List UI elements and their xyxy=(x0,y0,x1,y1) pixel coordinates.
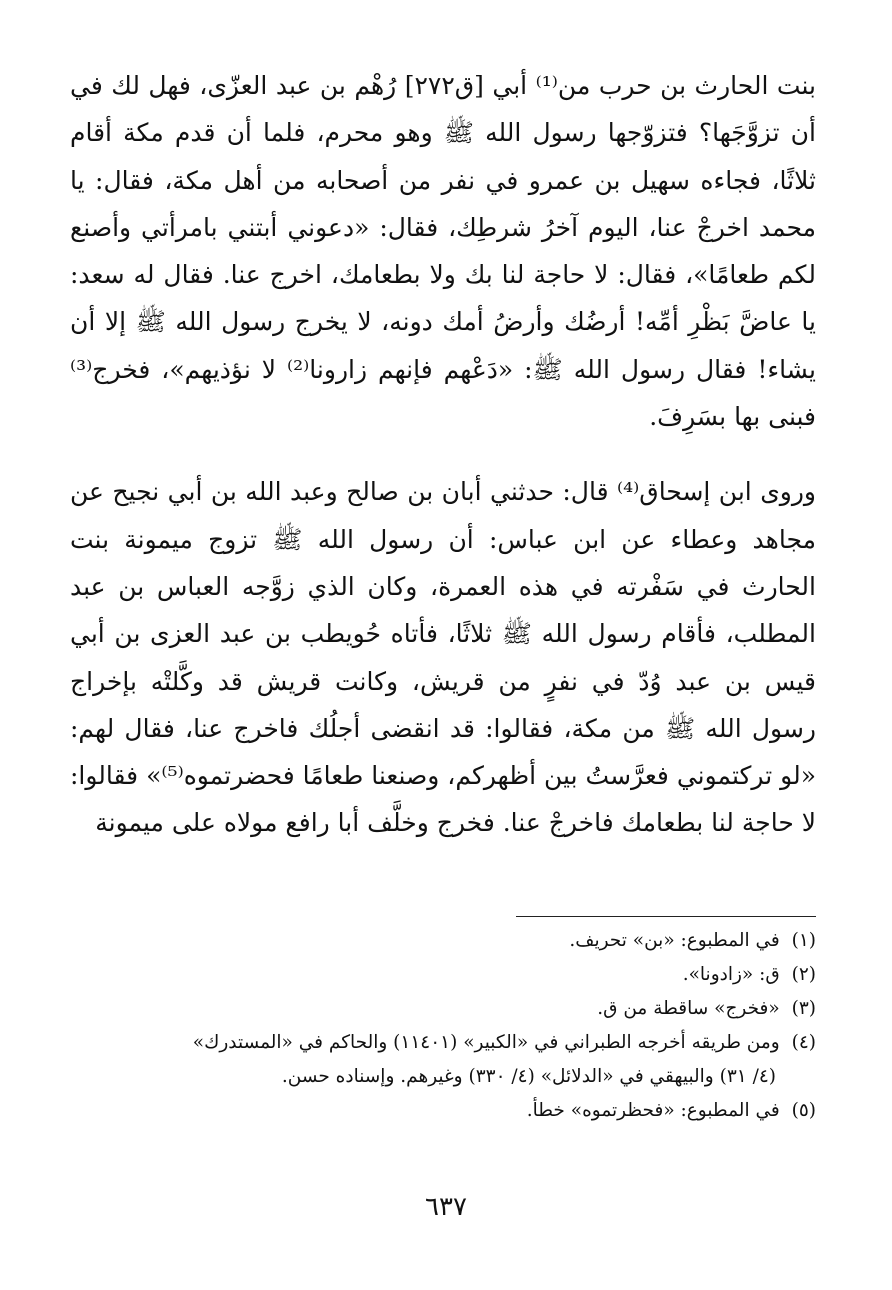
footnote-2 xyxy=(70,958,816,992)
footnote-4-continuation: (٤/ ٣١) والبيهقي في «الدلائل» (٤/ ٣٣٠) وغيرهم. وإسناده حسن. xyxy=(281,1066,776,1087)
page-number: ٦٣٧ xyxy=(425,1192,467,1222)
footnote-number: (٥) xyxy=(791,1100,816,1121)
paragraph-spacer xyxy=(70,440,816,468)
footnote-separator xyxy=(516,916,816,917)
footnote-number: (٣) xyxy=(791,998,816,1019)
footnote-text: في المطبوع: «بن» تحريف. xyxy=(569,930,780,951)
footnote-1 xyxy=(70,924,816,958)
footnote-text: «فخرج» ساقطة من ق. xyxy=(597,998,780,1019)
paragraph-2: وروى ابن إسحاق⁽⁴⁾ قال: حدثني أبان بن صالح وعبد الله بن أبي نجيح عن مجاهد وعطاء عن ابن عباس: أن رسول الله ﷺ تزوج ميمونة بنت الحارث في سَفْرته في هذه العمرة، وكان الذي زوَّجه العباس بن عبد المطلب، فأقام رسول الله ﷺ ثلاثًا، فأتاه حُويطب بن عبد العزى بن أبي قيس بن عبد وُدّ في نفرٍ من قريش، وكانت قريش قد وكَّلتْه بإخراج رسول الله ﷺ من مكة، فقالوا: قد انقضى أجلُك فاخرج عنا، فقال لهم: «لو تركتموني فعرَّستُ بين أظهركم، وصنعنا طعامًا فحضرتموه⁽⁵⁾» فقالوا: لا حاجة لنا بطعامك فاخرجْ عنا. فخرج وخلَّف أبا رافع مولاه على ميمونة xyxy=(70,477,816,838)
footnote-number: (١) xyxy=(791,930,816,951)
footnote-text: ومن طريقه أخرجه الطبراني في «الكبير» (١١٤٠١) والحاكم في «المستدرك» xyxy=(192,1032,780,1053)
main-text xyxy=(70,62,816,847)
footnote-number: (٤) xyxy=(791,1032,816,1053)
footnote-text: ق: «زادونا». xyxy=(682,964,780,985)
footnotes xyxy=(70,924,816,1128)
footnote-number: (٢) xyxy=(791,964,816,985)
footnote-3 xyxy=(70,992,816,1026)
footnote-5 xyxy=(70,1094,816,1128)
footnote-text: في المطبوع: «فحظرتموه» خطأ. xyxy=(526,1100,780,1121)
footnote-4 xyxy=(70,1026,816,1060)
paragraph-1: بنت الحارث بن حرب من⁽¹⁾ أبي [ق٢٧٢] رُهْم بن عبد العزّى، فهل لك في أن تزوَّجَها؟ فتزوّجها رسول الله ﷺ وهو محرم، فلما أن قدم مكة أقام ثلاثًا، فجاءه سهيل بن عمرو في نفر من أصحابه من أهل مكة، فقال: يا محمد اخرجْ عنا، اليوم آخرُ شرطِك، فقال: «دعوني أبتني بامرأتي وأصنع لكم طعامًا»، فقال: لا حاجة لنا بك ولا بطعامك، اخرج عنا. فقال له سعد: يا عاضَّ بَظْرِ أمِّه! أرضُك وأرضُ أمك دونه، لا يخرج رسول الله ﷺ إلا أن يشاء! فقال رسول الله ﷺ: «دَعْهم فإنهم زارونا⁽²⁾ لا نؤذيهم»، فخرج⁽³⁾ فبنى بها بسَرِفَ. xyxy=(70,71,817,432)
